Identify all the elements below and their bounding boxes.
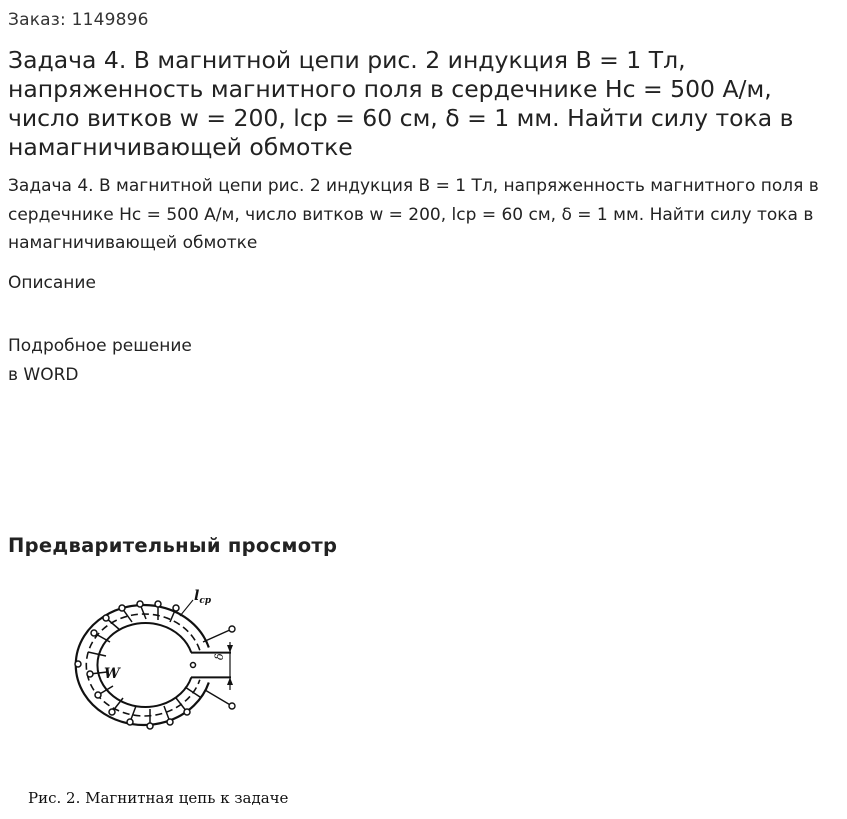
task-title: Задача 4. В магнитной цепи рис. 2 индукция B = 1 Тл, напряженность магнитного поля в сердечнике Hc = 500 А/м, число витков w = 200, lср = 60 см, δ = 1 мм. Найти силу тока в намагничивающей обмотке <box>8 46 794 161</box>
magnetic-circuit-figure <box>60 580 260 750</box>
gap-arrow-bottom <box>227 677 233 685</box>
terminal-top <box>229 626 235 632</box>
lead-wire-top <box>203 629 232 642</box>
label-winding: W <box>104 666 120 682</box>
winding-turns <box>75 601 200 729</box>
description-label: Описание <box>8 273 96 293</box>
terminal-bottom <box>229 703 235 709</box>
gap-arrow-top <box>227 645 233 653</box>
toroid-diagram <box>60 580 260 750</box>
label-lcp <box>194 588 212 606</box>
solution-line-2: в WORD <box>8 365 79 385</box>
solution-line-1: Подробное решение <box>8 336 192 356</box>
lcp-pointer <box>180 600 193 616</box>
label-delta: δ <box>213 653 226 660</box>
core-inner-edge <box>97 623 191 707</box>
order-number: Заказ: 1149896 <box>8 10 149 30</box>
figure-caption: Рис. 2. Магнитная цепь к задаче <box>28 789 289 807</box>
label-lcp-sub: cp <box>199 596 212 606</box>
lead-wire-bottom <box>205 690 232 706</box>
mean-path-line <box>86 614 200 716</box>
label-lcp-main: l <box>194 588 200 604</box>
preview-heading: Предварительный просмотр <box>8 534 338 557</box>
task-text: Задача 4. В магнитной цепи рис. 2 индукция B = 1 Тл, напряженность магнитного поля в сердечнике Hc = 500 А/м, число витков w = 200, lср = 60 см, δ = 1 мм. Найти силу тока в намагничивающей обмотке <box>8 176 819 253</box>
